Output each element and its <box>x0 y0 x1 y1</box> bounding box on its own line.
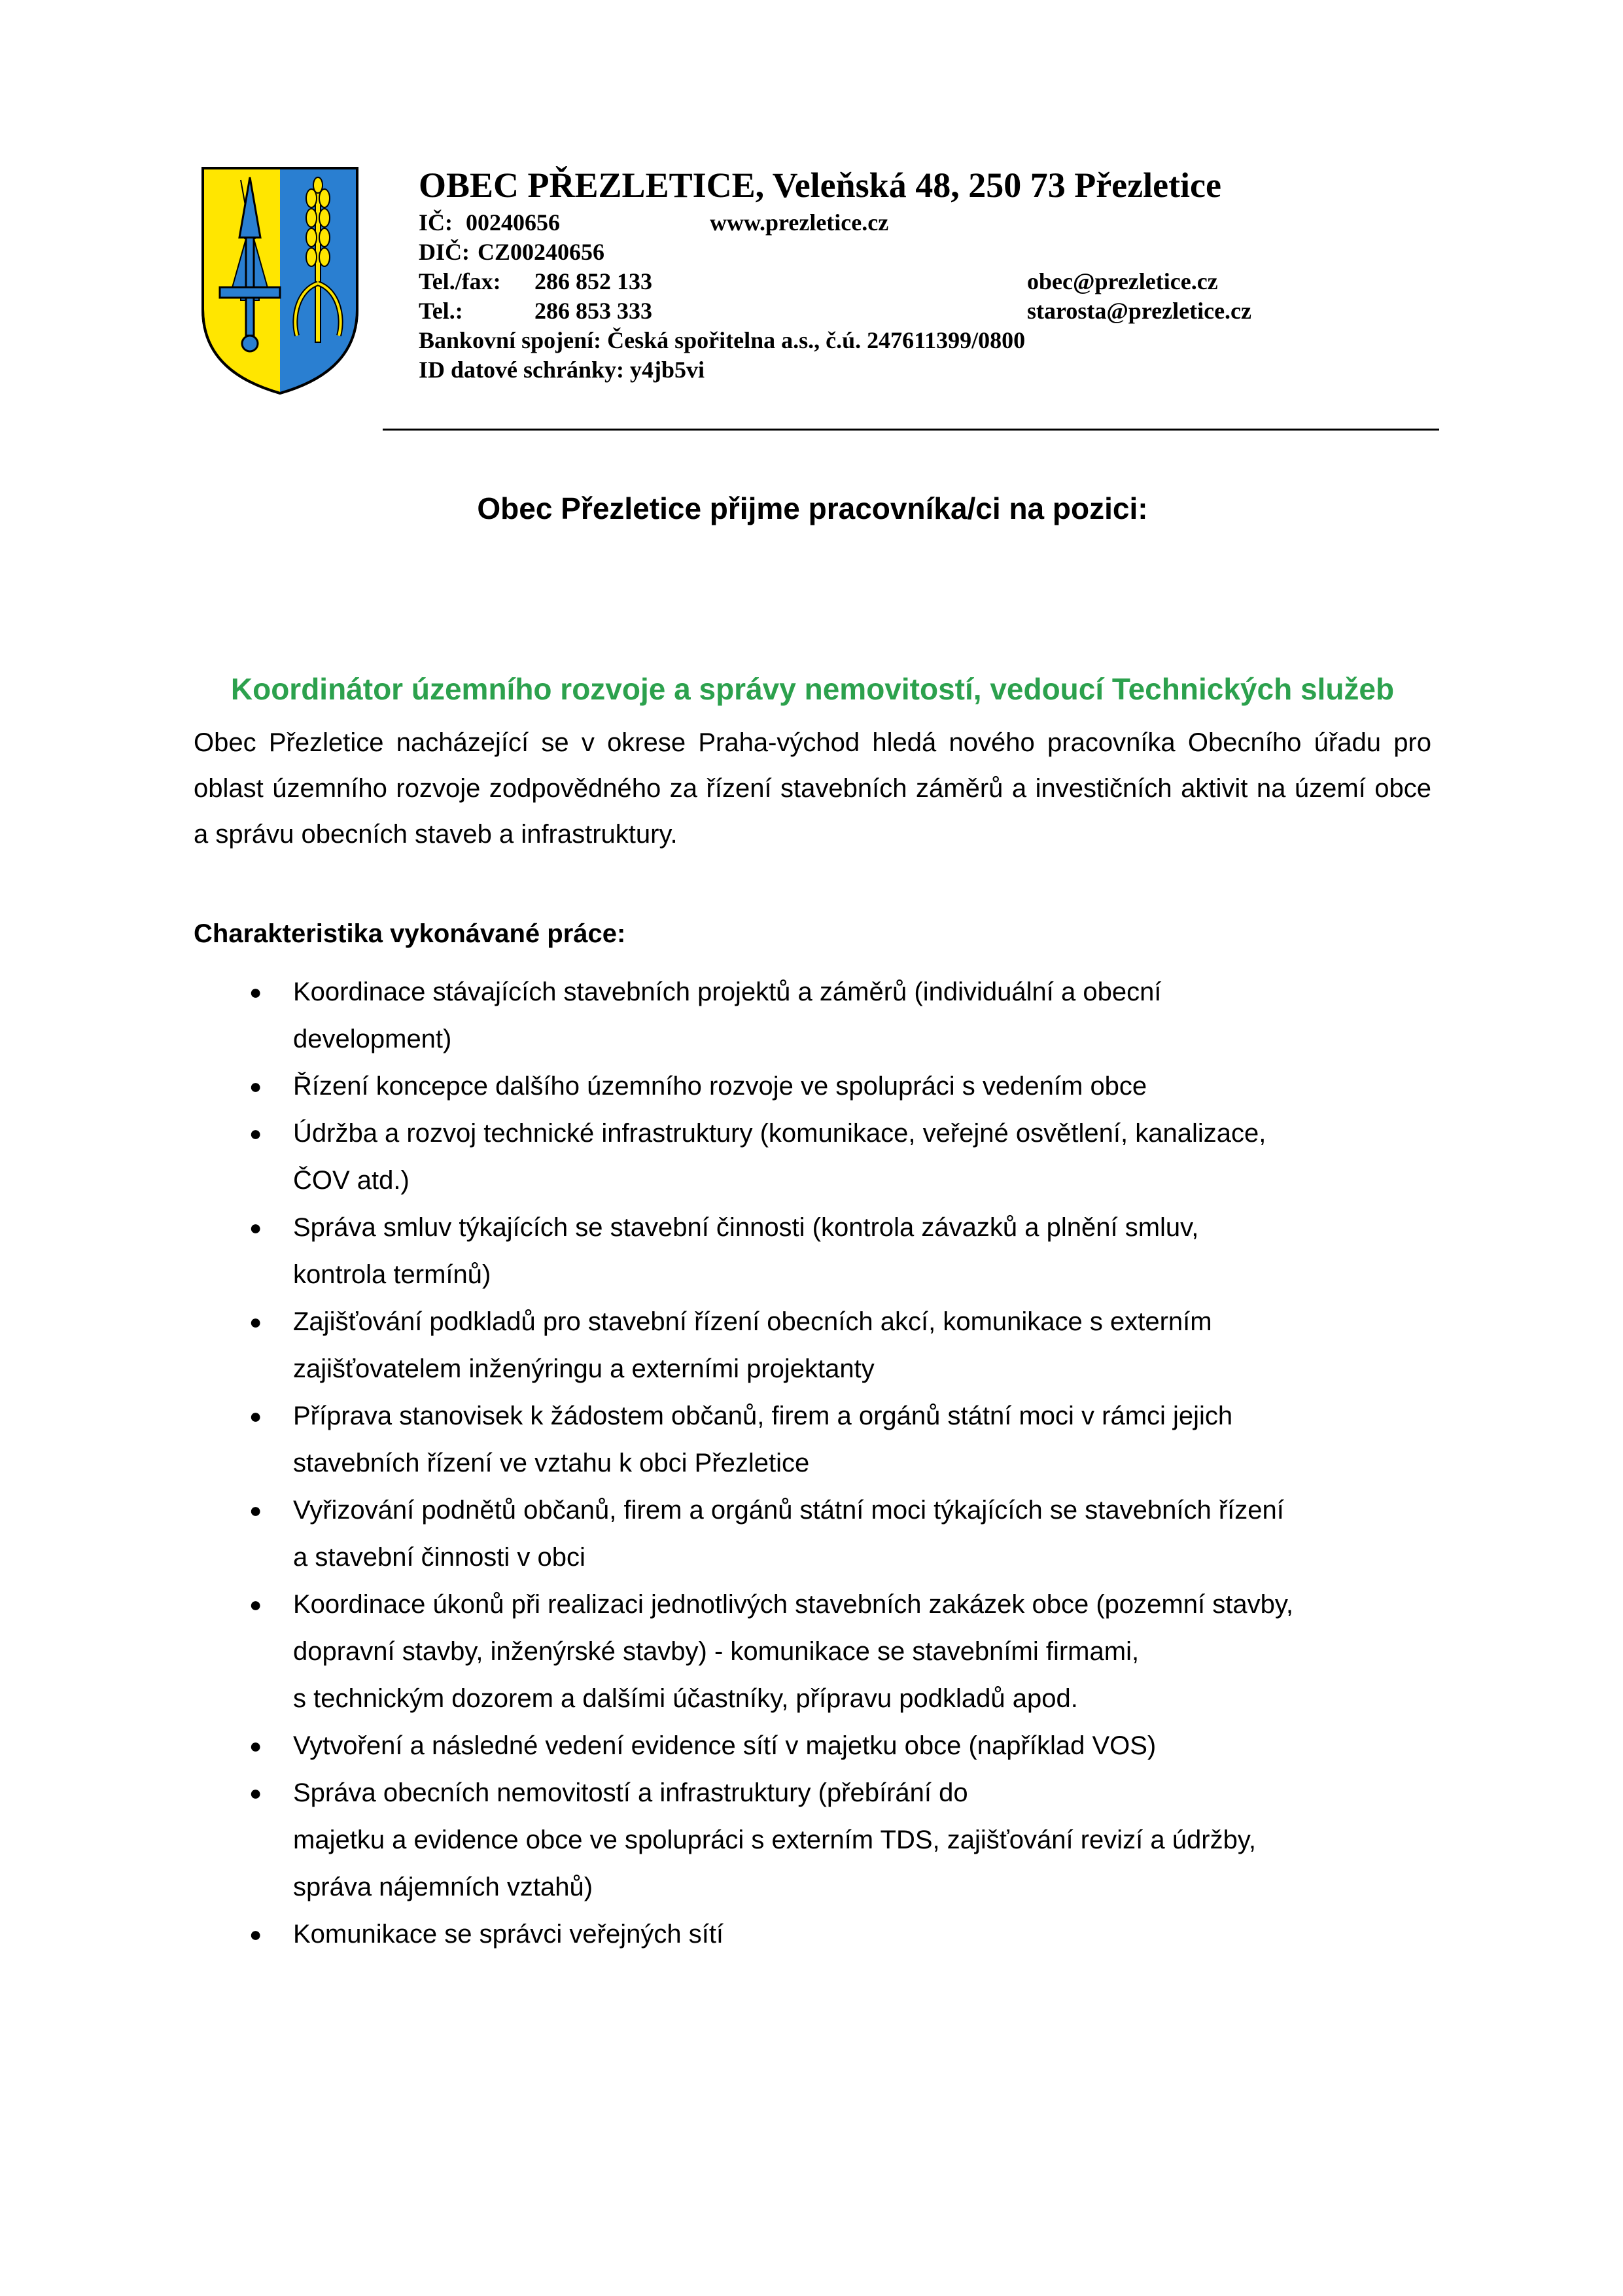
duty-line: Zajišťování podkladů pro stavební řízení obecních akcí, komunikace s externím <box>293 1307 1212 1336</box>
tel-row <box>419 296 1252 326</box>
list-item <box>194 1769 1431 1911</box>
position-description: Obec Přezletice nacházející se v okrese Praha-východ hledá nového pracovníka Obecního úřadu pro oblast územního rozvoje zodpovědného za řízení stavebních záměrů a investičních aktivit na území obce a správu obecních staveb a infrastruktury. <box>194 728 1431 849</box>
duty-line: Správa obecních nemovitostí a infrastruktury (přebírání do <box>293 1778 968 1807</box>
tel-value: 286 853 333 <box>534 298 652 324</box>
list-item <box>194 1110 1431 1204</box>
office-email-link[interactable]: obec@prezletice.cz <box>1027 268 1218 294</box>
list-item <box>194 1392 1431 1487</box>
duty-line: a stavební činnosti v obci <box>293 1543 585 1572</box>
job-posting <box>194 458 1431 1958</box>
dic-row <box>419 238 1221 267</box>
municipal-coat-of-arms-icon <box>200 166 360 396</box>
bullet-icon: ● <box>249 1734 262 1757</box>
duty-line: dopravní stavby, inženýrské stavby) - komunikace se stavebními firmami, <box>293 1637 1140 1666</box>
ic-label: IČ: <box>419 209 453 236</box>
duty-line: kontrola termínů) <box>293 1260 491 1289</box>
duty-line: Vyřizování podnětů občanů, firem a orgánů státní moci týkajících se stavebních řízení <box>293 1496 1284 1525</box>
duties-heading: Charakteristika vykonávané práce: <box>194 919 626 948</box>
bullet-icon: ● <box>249 1310 262 1333</box>
dic-label: DIČ: <box>419 239 470 265</box>
bullet-icon: ● <box>249 1781 262 1805</box>
duty-line: Příprava stanovisek k žádostem občanů, firem a orgánů státní moci v rámci jejich <box>293 1402 1233 1430</box>
list-item <box>194 1204 1431 1298</box>
bullet-icon: ● <box>249 1216 262 1239</box>
duty-line: Vytvoření a následné vedení evidence sítí v majetku obce (například VOS) <box>293 1731 1157 1760</box>
duty-line: správa nájemních vztahů) <box>293 1873 593 1901</box>
databox-id: ID datové schránky: y4jb5vi <box>419 357 705 383</box>
bullet-icon: ● <box>249 1404 262 1428</box>
letterhead-contact-block <box>419 162 1252 385</box>
list-item <box>194 1722 1431 1769</box>
duty-line: Koordinace úkonů při realizaci jednotlivých stavebních zakázek obce (pozemní stavby, <box>293 1590 1293 1619</box>
duty-line: majetku a evidence obce ve spolupráci s externím TDS, zajišťování revizí a údržby, <box>293 1826 1256 1854</box>
tel-label: Tel.: <box>419 298 463 324</box>
letterhead-divider <box>383 429 1439 431</box>
duty-line: Správa smluv týkajících se stavební činnosti (kontrola závazků a plnění smluv, <box>293 1213 1199 1242</box>
bullet-icon: ● <box>249 1122 262 1145</box>
bullet-icon: ● <box>249 980 262 1004</box>
bullet-icon: ● <box>249 1593 262 1616</box>
bullet-icon: ● <box>249 1922 262 1946</box>
telfax-row <box>419 267 1221 296</box>
databox-row <box>419 355 1221 385</box>
position-title: Koordinátor územního rozvoje a správy nemovitostí, vedoucí Technických služeb <box>230 672 1395 706</box>
dic-value: CZ00240656 <box>478 239 605 265</box>
ic-row <box>419 208 1221 238</box>
intro-heading: Obec Přezletice přijme pracovníka/ci na pozici: <box>477 491 1148 525</box>
duty-line: Údržba a rozvoj technické infrastruktury (komunikace, veřejné osvětlení, kanalizace, <box>293 1119 1266 1148</box>
list-item <box>194 1911 1431 1958</box>
duty-line: Komunikace se správci veřejných sítí <box>293 1920 724 1949</box>
list-item <box>194 968 1431 1063</box>
telfax-value: 286 852 133 <box>534 268 652 294</box>
list-item <box>194 1063 1431 1110</box>
duty-line: Koordinace stávajících stavebních projektů a záměrů (individuální a obecní <box>293 978 1162 1006</box>
telfax-label: Tel./fax: <box>419 268 501 294</box>
duty-line: stavebních řízení ve vztahu k obci Přezletice <box>293 1449 810 1477</box>
duty-line: Řízení koncepce dalšího územního rozvoje ve spolupráci s vedením obce <box>293 1072 1147 1101</box>
bank-row <box>419 326 1221 355</box>
duties-list <box>194 968 1431 1958</box>
website-link[interactable]: www.prezletice.cz <box>710 209 889 236</box>
municipality-name-address: OBEC PŘEZLETICE, Veleňská 48, 250 73 Přezletice <box>419 166 1221 205</box>
duty-line: development) <box>293 1025 452 1053</box>
list-item <box>194 1581 1431 1722</box>
duty-line: ČOV atd.) <box>293 1166 410 1195</box>
bank-details: Bankovní spojení: Česká spořitelna a.s., č.ú. 247611399/0800 <box>419 327 1026 353</box>
bullet-icon: ● <box>249 1498 262 1522</box>
list-item <box>194 1487 1431 1581</box>
bullet-icon: ● <box>249 1074 262 1098</box>
letterhead <box>0 0 1623 458</box>
mayor-email-link[interactable]: starosta@prezletice.cz <box>1027 298 1252 324</box>
list-item <box>194 1298 1431 1392</box>
duty-line: s technickým dozorem a dalšími účastníky, přípravu podkladů apod. <box>293 1684 1078 1713</box>
ic-value: 00240656 <box>466 209 560 236</box>
duty-line: zajišťovatelem inženýringu a externími projektanty <box>293 1354 875 1383</box>
